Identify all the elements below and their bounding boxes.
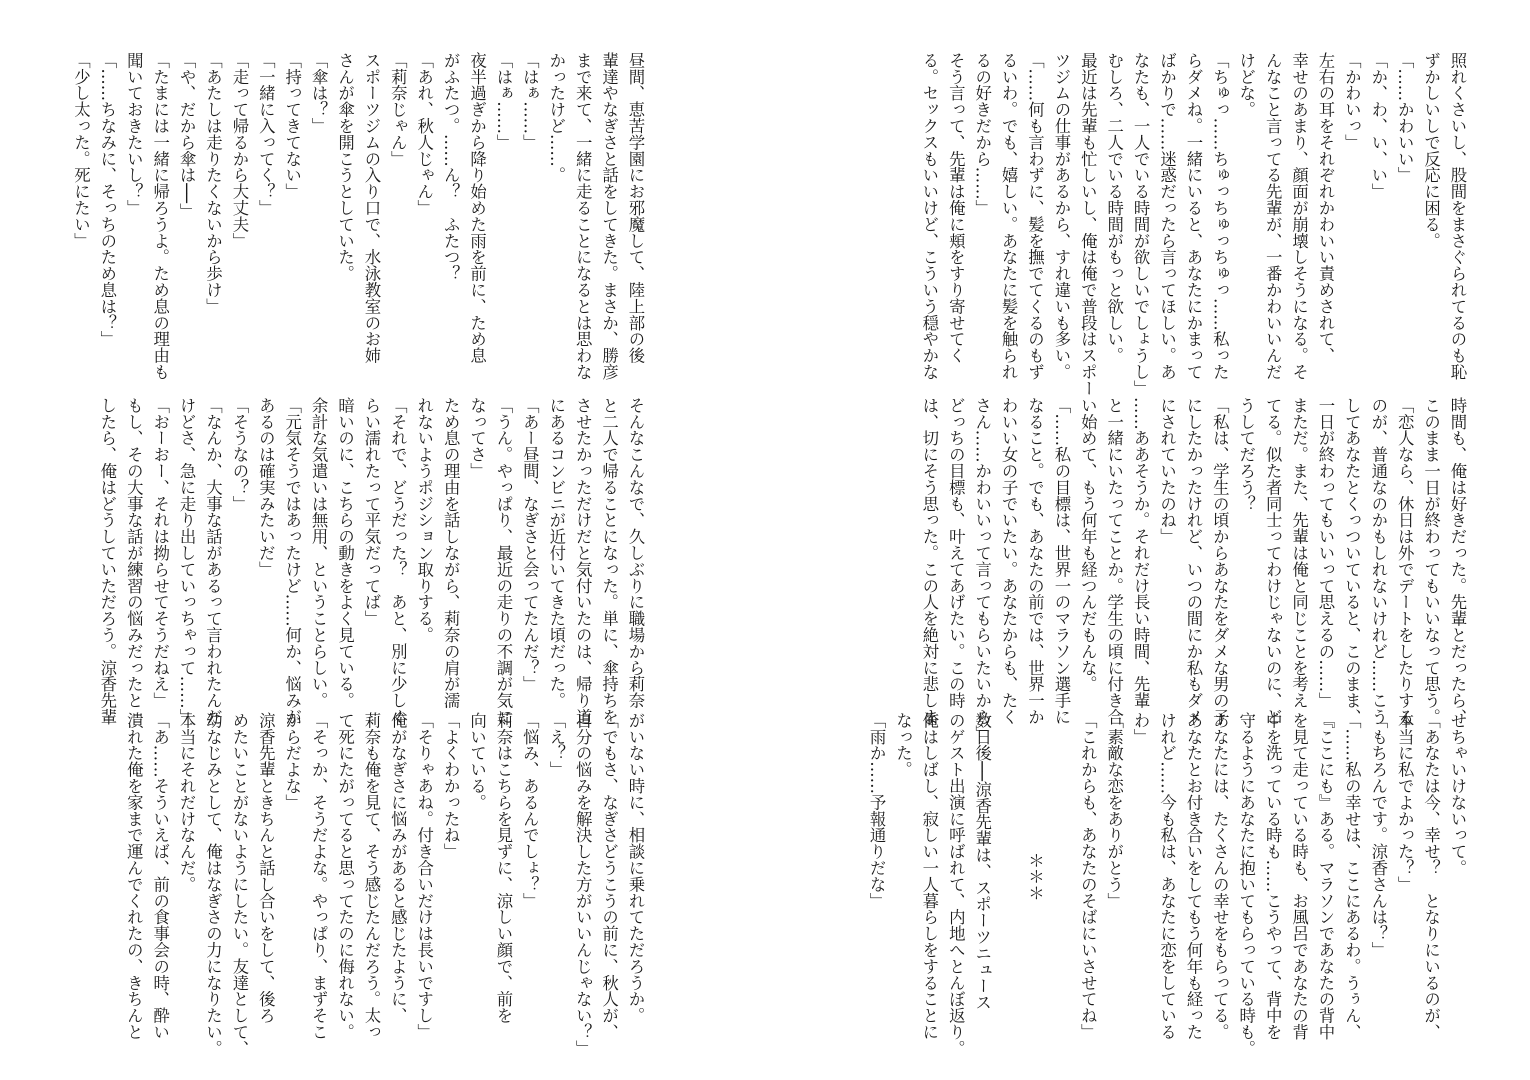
text-line: 「元気そうではあったけど……何か、悩みが	[282, 397, 302, 725]
text-line: 「か、わ、い、い」	[1368, 52, 1388, 200]
text-line: したら、俺はどうしていただろう。涼香先輩	[97, 397, 117, 725]
text-line: 「よくわかったね」	[441, 712, 461, 860]
text-line: スポーツジムの入り口で、水泳教室のお姉	[361, 52, 381, 364]
text-line: めたいことがないようにしたい。友達として、	[229, 712, 249, 1057]
text-line: 莉奈も俺を見て、そう感じたんだろう。太っ	[361, 712, 381, 1040]
text-line: 「……私の目標は、世界一のマラソン選手に	[1051, 397, 1071, 725]
text-line: のが、普通なのかもしれないけれど……こう	[1368, 397, 1388, 725]
text-line: 自分の悩みを解決した方がいいんじゃない？」	[573, 712, 593, 1057]
text-line: なった。	[893, 712, 913, 778]
text-line: そう言って、先輩は俺に頬をすり寄せてく	[946, 52, 966, 364]
text-line: 「はぁ……」	[520, 52, 540, 151]
left-page-tier-top	[70, 52, 648, 382]
text-line: のゲスト出演に呼ばれて、内地へとんぼ返り。	[946, 712, 966, 1057]
left-page-tier-middle	[70, 397, 648, 725]
text-line: 「一緒に入ってく？」	[256, 52, 276, 216]
text-line: 「そうなの？」	[229, 397, 249, 512]
text-line: わ」	[1131, 712, 1151, 745]
text-line: 涼香先輩ときちんと話し合いをして、後ろ	[256, 712, 276, 1024]
text-line: 「持ってきてない」	[282, 52, 302, 200]
text-line: 夜半過ぎから降り始めた雨を前に、ため息	[467, 52, 487, 364]
text-line: 「や、だから傘は──」	[177, 52, 197, 220]
text-line: 「あたしは走りたくないから歩け」	[203, 52, 223, 315]
text-line: なってさ」	[467, 397, 487, 479]
text-line: る。セックスもいいけど、こういう穏やかな	[919, 52, 939, 380]
text-line: 照れくさいし、股間をまさぐられてるのも恥	[1448, 52, 1467, 380]
text-line: 「これからも、あなたのそばにいさせてね」	[1078, 712, 1098, 1040]
text-line: さんが傘を開こうとしていた。	[335, 52, 355, 282]
text-line: 「……ちなみに、そっちのため息は？」	[97, 52, 117, 348]
text-line: まただ。また、先輩は俺と同じことを考え	[1289, 397, 1309, 709]
text-line: 本当に私でよかった？」	[1395, 712, 1415, 893]
text-line: 潰れた俺を家まで運んでくれたの、きちんと	[124, 712, 144, 1040]
text-line: 聞いておきたいし？」	[124, 52, 144, 216]
right-page-tier-top	[915, 52, 1470, 397]
text-line: からだよな」	[282, 712, 302, 811]
text-line: 中を洗っている時も……こうやって、背中を	[1263, 712, 1283, 1040]
text-line: 守るようにあなたに抱いてもらっている時も。	[1236, 712, 1256, 1057]
text-line: させたかっただけだと気付いたのは、帰り道	[573, 397, 593, 725]
text-line: せちゃいけないって。	[1448, 712, 1467, 876]
text-line: て死にたがってると思ってたのに侮れない。	[335, 712, 355, 1040]
text-line: 「それで、どうだった？ あと、別に少しぐ	[388, 397, 408, 725]
text-line: と一緒にいたってことか。学生の頃に付き合	[1104, 397, 1124, 725]
text-line: にしたかったけれど、いつの間にか私もダメ	[1183, 397, 1203, 725]
text-line: けどさ、急に走り出していっちゃって……」	[177, 397, 197, 725]
text-line: 昼間、恵苦学園にお邪魔して、陸上部の後	[626, 52, 645, 364]
text-line: 数日後──涼香先輩は、スポーツニュース	[972, 712, 992, 1011]
text-line: さん……かわいいって言ってもらいたいから」	[972, 397, 992, 742]
text-line: むしろ、二人でいる時間がもっと欲しい。	[1104, 52, 1124, 364]
text-line: かったけど……。	[546, 52, 566, 184]
text-line: 俺はしばし、寂しい一人暮らしをすることに	[919, 712, 939, 1040]
text-line: 「かわいっ」	[1342, 52, 1362, 151]
text-line: 「走って帰るから大丈夫」	[229, 52, 249, 249]
text-line: ずかしいしで反応に困る。	[1421, 52, 1441, 249]
text-line: 「莉奈じゃん」	[388, 52, 408, 167]
text-line: わいい女の子でいたい。あなたからも、たく	[999, 397, 1019, 725]
text-line: がふたつ。……ん？ ふたつ？	[441, 52, 461, 282]
text-line: 「え？」	[546, 712, 566, 778]
text-line: 『ここにも』ある。マラソンであなたの背中	[1315, 712, 1335, 1040]
text-line: 「あれ、秋人じゃん」	[414, 52, 434, 216]
text-line: 向いている。	[467, 712, 487, 811]
text-line: なること。でも、あなたの前では、世界一か	[1025, 397, 1045, 725]
text-line: にされていたのね」	[1157, 397, 1177, 545]
text-line: 「ちゅっ……ちゅっちゅっちゅっ……私った	[1210, 52, 1230, 380]
text-line: あなたとお付き合いをしてもう何年も経った	[1183, 712, 1203, 1040]
text-line: 「……かわいい」	[1395, 52, 1415, 184]
text-line: 莉奈はこちらを見ずに、涼しい顔で、前を	[493, 712, 513, 1024]
text-line: 「たまには一緒に帰ろうよ。ため息の理由も	[150, 52, 170, 380]
text-line: 「そりゃあね。付き合いだけは長いですし」	[414, 712, 434, 1040]
text-line: を見て走っている時も、お風呂であなたの背	[1289, 712, 1309, 1040]
text-line: 左右の耳をそれぞれかわいい責めされて、	[1315, 52, 1335, 364]
text-line: い始めて、もう何年も経つんだもんな。	[1078, 397, 1098, 693]
text-line: 「素敵な恋をありがとう」	[1104, 712, 1124, 909]
text-line: らい濡れたって平気だってば」	[361, 397, 381, 627]
text-line: にあるコンビニが近付いてきた頃だった。	[546, 397, 566, 709]
text-line: るの好きだから……」	[972, 52, 992, 216]
text-line: どっちの目標も、叶えてあげたい。この時	[946, 397, 966, 709]
text-line: 「おーおー、それは拗らせてそうだねえ」	[150, 397, 170, 709]
text-line: 余計な気遣いは無用、ということらしい。	[309, 397, 329, 709]
right-page-tier-bottom	[867, 712, 1470, 1057]
text-line: 時間も、俺は好きだった。先輩とだったら、	[1448, 397, 1467, 725]
text-line: ツジムの仕事があるから、すれ違いも多い。	[1051, 52, 1071, 380]
text-line: 「そっか、そうだよな。やっぱり、まずそこ	[309, 712, 329, 1040]
text-line: は、切にそう思った。この人を絶対に悲しま	[919, 397, 939, 725]
text-line: 「雨か……予報通りだな」	[867, 712, 887, 909]
text-line: 「あ……そういえば、前の食事会の時、酔い	[150, 712, 170, 1040]
left-page-tier-bottom	[70, 712, 648, 1057]
text-line: がいない時に、相談に乗れてただろうか。	[626, 712, 645, 1024]
text-line: んなこと言ってる先輩が、一番かわいいんだ	[1263, 52, 1283, 380]
text-line: なたも、一人でいる時間が欲しいでしょうし」	[1131, 52, 1151, 397]
text-line	[995, 712, 1021, 1042]
text-line: 暗いのに、こちらの動きをよく見ている。	[335, 397, 355, 709]
text-line: 「はぁ……」	[493, 52, 513, 151]
text-line: 「うん。やっぱり、最近の走りの不調が気に	[493, 397, 513, 725]
text-line: 「少し太った。死にたい」	[71, 52, 91, 249]
text-line: 「……私の幸せは、ここにあるわ。うぅん、	[1342, 712, 1362, 1040]
text-line: 「恋人なら、休日は外でデートをしたりする	[1395, 397, 1415, 725]
text-line: ため息の理由を話しながら、莉奈の肩が濡	[441, 397, 461, 709]
text-line: と二人で帰ることになった。単に、傘持ちを	[599, 397, 619, 725]
text-line: 幼なじみとして、俺はなぎさの力になりたい。	[203, 712, 223, 1057]
text-line: らダメね。一緒にいると、あなたにかまって	[1183, 52, 1203, 380]
text-line: ……ああそうか。それだけ長い時間、先輩	[1131, 397, 1151, 709]
text-line: 「あー昼間、なぎさと会ってたんだ？」	[520, 397, 540, 693]
text-line: あなたには、たくさんの幸せをもらってる。	[1210, 712, 1230, 1040]
text-line: るいわ。でも、嬉しい。あなたに髪を触られ	[999, 52, 1019, 380]
right-page-tier-middle	[915, 397, 1470, 742]
text-line: 俺がなぎさに悩みがあると感じたように、	[388, 712, 408, 1024]
text-line: けれど……今も私は、あなたに恋をしている	[1157, 712, 1177, 1040]
text-line: 「もちろんです。涼香さんは？」	[1368, 712, 1388, 958]
text-line: そんなこんなで、久しぶりに職場から莉奈	[626, 397, 645, 709]
text-line: 本当にそれだけなんだ。	[177, 712, 197, 893]
text-line: 「……何も言わずに、髪を撫でてくるのもず	[1025, 52, 1045, 380]
text-line: 「悩み、あるんでしょ？」	[520, 712, 540, 909]
text-line: このまま一日が終わってもいいなって思う。	[1421, 397, 1441, 725]
text-line: 最近は先輩も忙しいし、俺は俺で普段はスポー	[1078, 52, 1098, 397]
text-line: 「私は、学生の頃からあなたをダメな男の子	[1210, 397, 1230, 725]
text-line: れないようポジション取りする。	[414, 397, 434, 643]
text-line: 幸せのあまり、顔面が崩壊しそうになる。そ	[1289, 52, 1309, 380]
text-line: 「傘は？」	[309, 52, 329, 134]
text-line: てる。似た者同士ってわけじゃないのに、ど	[1263, 397, 1283, 725]
section-break: ＊＊＊	[1025, 852, 1045, 902]
text-line: 「あなたは今、幸せ？ となりにいるのが、	[1421, 712, 1441, 1040]
text-line: けどな。	[1236, 52, 1256, 118]
text-line: 「なんか、大事な話があるって言われたんだ	[203, 397, 223, 725]
text-line: 一日が終わってもいいって思えるの……」	[1315, 397, 1335, 709]
text-line: あるのは確実みたいだ」	[256, 397, 276, 578]
text-line: うしてだろう？	[1236, 397, 1256, 512]
text-line: してあなたとくっついていると、このまま、	[1342, 397, 1362, 725]
text-line	[1048, 712, 1074, 1042]
text-line: 輩達やなぎさと話をしてきた。まさか、勝彦	[599, 52, 619, 380]
text-line: まで来て、一緒に走ることになるとは思わな	[573, 52, 593, 380]
text-line: 「でもさ、なぎさどうこうの前に、秋人が、	[599, 712, 619, 1040]
right-page	[765, 0, 1530, 1080]
text-line: ばかりで……迷惑だったら言ってほしい。あ	[1157, 52, 1177, 380]
text-line: もし、その大事な話が練習の悩みだったと	[124, 397, 144, 709]
